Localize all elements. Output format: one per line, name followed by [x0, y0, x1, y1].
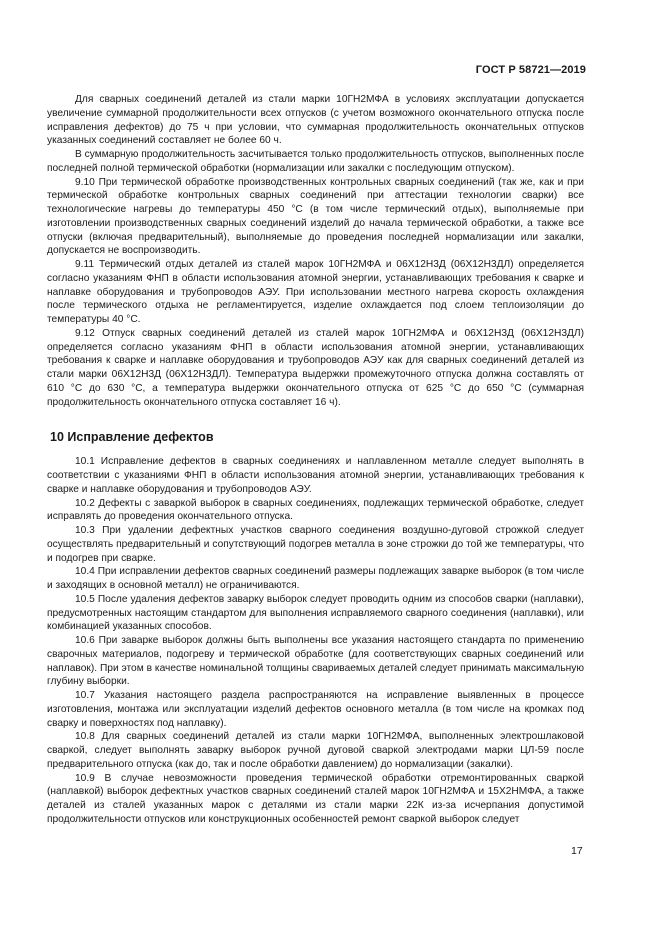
- paragraph-10-3: 10.3 При удалении дефектных участков сварного соединения воздушно-дуговой строжкой следует осуществлять предварительный и сопутствующий подогрев металла в зоне строжки до той же температуры, что и подогрев при сварке.: [47, 525, 584, 564]
- paragraph-9-11: 9.11 Термический отдых деталей из сталей марок 10ГН2МФА и 06Х12Н3Д (06Х12Н3ДЛ) определяется согласно указаниям ФНП в области использования атомной энергии, устанавливающих требования к сварке и наплавке оборудования и трубопроводов АЭУ. При использовании местного нагрева скорость охлаждения после термического отдыха не регламентируется, изделие охлаждается под слоем теплоизоляции до температуры 40 °С.: [47, 259, 584, 325]
- paragraph: Для сварных соединений деталей из стали марки 10ГН2МФА в условиях эксплуатации допускается увеличение суммарной продолжительности всех отпусков (с учетом возможного окончательного отпуска после исправления дефектов) до 75 ч при условии, что суммарная продолжительность окончательных отпусков указанных соединений составляет не более 60 ч.: [47, 94, 584, 147]
- paragraph-9-12: 9.12 Отпуск сварных соединений деталей из сталей марок 10ГН2МФА и 06Х12Н3Д (06Х12Н3ДЛ) определяется согласно указаниям ФНП в области использования атомной энергии, устанавливающих требования к сварке и наплавке оборудования и трубопроводов АЭУ как для сварных соединений деталей из стали марки 06Х12Н3Д (06Х12Н3ДЛ). Температура выдержки промежуточного отпуска должна составлять от 610 °С до 630 °С, а температура выдержки окончательного отпуска от 625 °С до 650 °С (суммарная продолжительность окончательного отпуска составляет 16 ч).: [47, 327, 584, 408]
- paragraph-10-9: 10.9 В случае невозможности проведения термической обработки отремонтированных сваркой (наплавкой) выборок дефектных участков сварных соединений сталей марок 10ГН2МФА и 15Х2НМФА, а также деталей из сталей указанных марок с деталями из стали марки 22К из-за исчерпания допустимой продолжительности отпусков или конструкционных особенностей ремонт сваркой выборок следует: [47, 772, 584, 825]
- paragraph: В суммарную продолжительность засчитывается только продолжительность отпусков, выполненных после последней полной термической обработки (нормализации или закалки с последующим отпуском).: [47, 149, 585, 174]
- paragraph-10-5: 10.5 После удаления дефектов заварку выборок следует проводить одним из способов сварки (наплавки), предусмотренных настоящим стандартом для выполнения исправляемого сварного соединения (наплавки), или комбинацией указанных способов.: [47, 593, 584, 633]
- paragraph-10-4: 10.4 При исправлении дефектов сварных соединений размеры подлежащих заварке выборок (в том числе и заходящих в основной металл) не ограничиваются.: [47, 566, 584, 591]
- paragraph-10-1: 10.1 Исправление дефектов в сварных соединениях и наплавленном металле следует выполнять в соответствии с указаниями ФНП в области использования атомной энергии, устанавливающих требования к сварке и наплавке оборудования и трубопроводов АЭУ.: [47, 456, 584, 495]
- standard-code: ГОСТ Р 58721—2019: [475, 64, 586, 76]
- paragraph-10-7: 10.7 Указания настоящего раздела распространяются на исправление выявленных в процессе изготовления, монтажа или эксплуатации изделий дефектов основного металла (в том числе на кромках под сварку и поверхностях под наплавку).: [47, 690, 584, 729]
- paragraph-10-2: 10.2 Дефекты с заваркой выборок в сварных соединениях, подлежащих термической обработке, следует исправлять до проведения окончательного отпуска.: [47, 497, 584, 523]
- paragraph-10-6: 10.6 При заварке выборок должны быть выполнены все указания настоящего стандарта по применению сварочных материалов, подогреву и термической обработке (для соответствующих сварных соединений или наплавок). При этом в качестве номинальной толщины свариваемых деталей следует принимать максимальную глубину выборки.: [47, 635, 584, 688]
- section-title: 10 Исправление дефектов: [50, 430, 214, 445]
- document-body: [47, 93, 584, 827]
- paragraph-10-8: 10.8 Для сварных соединений деталей из стали марки 10ГН2МФА, выполненных электрошлаковой сваркой, следует выполнять заварку выборок ручной дуговой сваркой электродами марки ЦЛ-59 после предварительного отпуска (как до, так и после обработки давлением) до нормализации (закалки).: [47, 731, 584, 770]
- page-number: 17: [571, 845, 583, 857]
- paragraph-9-10: 9.10 При термической обработке производственных контрольных сварных соединений (так же, как и при термической обработке контрольных сварных соединений при аттестации технологии сварки) все технологические нагревы до температуры 450 °С (в том числе термический отдых), выполняемые при изготовлении производственных сварных соединений изделий до начала термической обработки, а также все отпуски (включая предварительный), выполняемые до проведения последней нормализации или закалки, допускается не воспроизводить.: [47, 176, 584, 257]
